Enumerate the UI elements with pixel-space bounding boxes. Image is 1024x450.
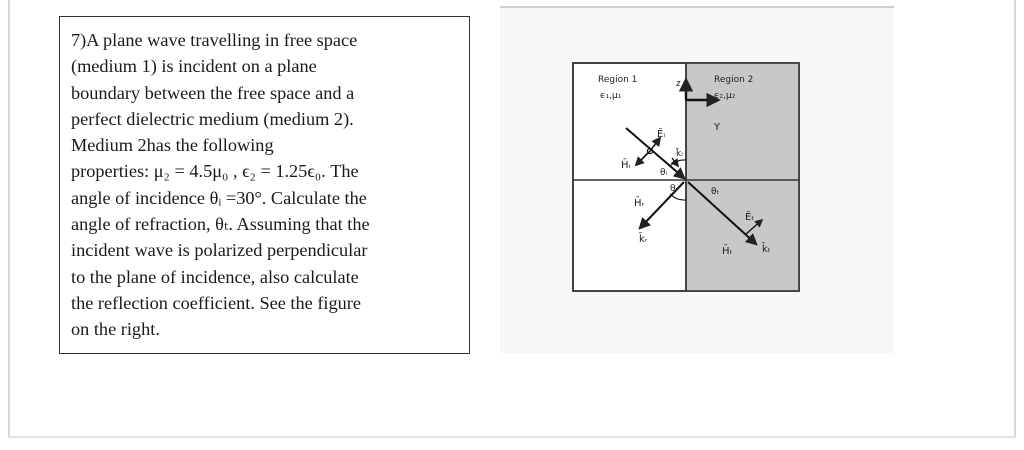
- label-ki: k̄ᵢ: [676, 149, 683, 159]
- region-2-params: ϵ₂,μ₂: [714, 91, 736, 101]
- label-theta-r: θᵣ: [670, 184, 678, 194]
- label-kr: k̄ᵣ: [639, 234, 648, 245]
- label-Hr: H̄ᵣ: [634, 198, 645, 209]
- region-1-params: ϵ₁,μ₁: [600, 91, 622, 101]
- y-axis-label: Y: [714, 122, 721, 133]
- label-Ht: H̄ₜ: [722, 246, 733, 257]
- z-axis-label: z: [676, 79, 681, 89]
- figure-panel: [500, 6, 894, 353]
- problem-line: (medium 1) is incident on a plane: [71, 56, 317, 77]
- problem-line: perfect dielectric medium (medium 2).: [71, 108, 354, 129]
- label-theta-i: θᵢ: [660, 168, 668, 178]
- wave-incidence-figure: [500, 8, 894, 353]
- problem-line: Medium 2has the following: [71, 135, 274, 156]
- problem-line: properties: μ₂ = 4.5μ₀ , ϵ₂ = 1.25ϵ₀. The: [71, 161, 359, 182]
- label-kt: k̄ₜ: [762, 244, 771, 255]
- problem-line: on the right.: [71, 319, 160, 340]
- problem-text: [71, 27, 463, 343]
- label-Ei: Ēᵢ: [657, 129, 666, 140]
- label-Et: Ēₜ: [745, 212, 755, 223]
- problem-line: the reflection coefficient. See the figure: [71, 292, 361, 313]
- label-theta-t: θₜ: [711, 187, 720, 197]
- problem-line: angle of refraction, θₜ. Assuming that the: [71, 214, 370, 235]
- region-2-title: Region 2: [714, 75, 754, 85]
- problem-statement-box: [59, 16, 470, 354]
- problem-line: incident wave is polarized perpendicular: [71, 240, 368, 261]
- region-1-title: Region 1: [598, 75, 638, 85]
- label-Hi: H̄ᵢ: [621, 160, 631, 171]
- region-2-area: [686, 63, 799, 291]
- problem-line: 7)A plane wave travelling in free space: [71, 30, 358, 50]
- problem-line: boundary between the free space and a: [71, 82, 355, 103]
- problem-line: angle of incidence θᵢ =30°. Calculate the: [71, 187, 367, 208]
- problem-line: to the plane of incidence, also calculate: [71, 266, 359, 287]
